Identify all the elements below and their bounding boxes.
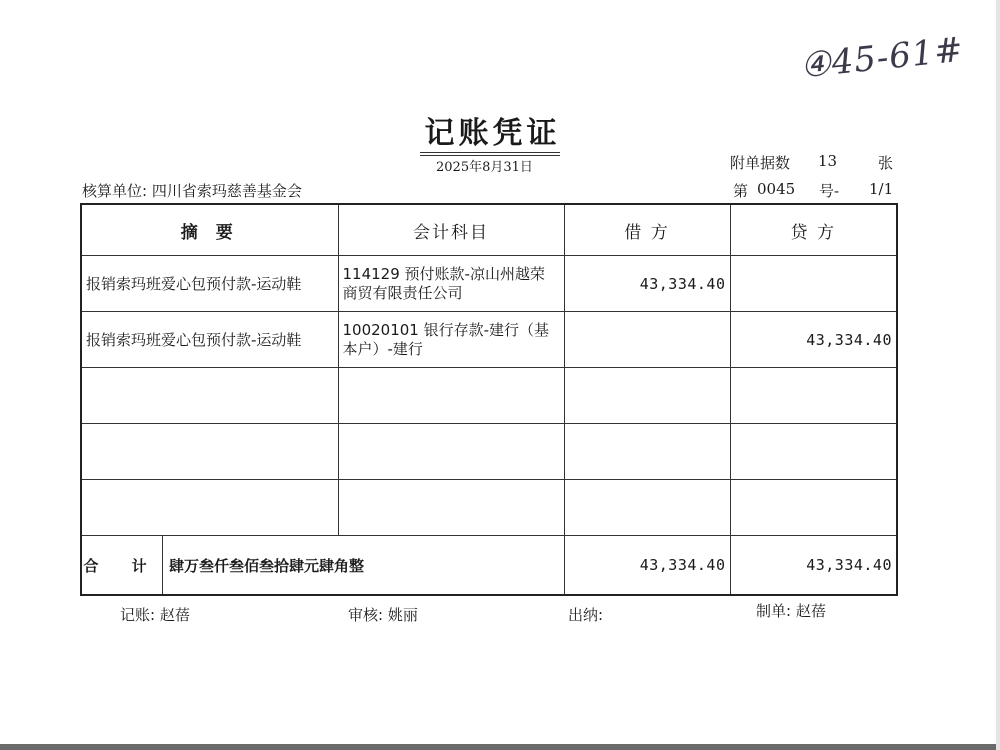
accounting-unit-name: 四川省索玛慈善基金会 xyxy=(151,182,302,200)
table-row xyxy=(81,424,897,480)
accounting-unit xyxy=(82,180,302,201)
entry-debit xyxy=(564,312,730,368)
voucher-number-suffix: 号- xyxy=(819,182,840,200)
voucher-table xyxy=(80,203,898,596)
total-credit: 43,334.40 xyxy=(730,536,897,596)
entry-account xyxy=(338,480,564,536)
voucher-number-value: 0045 xyxy=(757,180,796,198)
reviewer-signature: 审核: 姚丽 xyxy=(348,606,418,624)
entry-credit xyxy=(730,368,897,424)
voucher-date: 2025年8月31日 xyxy=(436,160,533,175)
header-summary: 摘 要 xyxy=(81,204,338,256)
attachment-number: 13 xyxy=(818,152,838,170)
entry-account: 114129 预付账款-凉山州越荣商贸有限责任公司 xyxy=(338,256,564,312)
entry-credit xyxy=(730,480,897,536)
entry-summary xyxy=(81,368,338,424)
scan-edge-bottom xyxy=(0,744,1000,750)
entry-credit: 43,334.40 xyxy=(730,312,897,368)
total-amount-words: 肆万叁仟叁佰叁拾肆元肆角整 xyxy=(169,556,365,575)
attachment-count xyxy=(730,152,894,173)
table-row xyxy=(81,368,897,424)
voucher-page-count: 1/1 xyxy=(869,180,894,198)
entry-credit xyxy=(730,424,897,480)
entry-summary xyxy=(81,480,338,536)
entry-debit xyxy=(564,480,730,536)
table-header-row xyxy=(81,204,897,256)
handwritten-note: ④45-61# xyxy=(798,29,966,87)
entry-debit xyxy=(564,424,730,480)
entry-debit xyxy=(564,368,730,424)
accounting-unit-label: 核算单位: xyxy=(82,182,148,200)
header-account: 会计科目 xyxy=(338,204,564,256)
cashier-signature: 出纳: xyxy=(568,606,604,624)
attachment-unit: 张 xyxy=(878,154,894,172)
bookkeeper-signature: 记账: 赵蓓 xyxy=(120,606,190,624)
attachment-label: 附单据数 xyxy=(730,154,791,172)
entry-summary: 报销索玛班爱心包预付款-运动鞋 xyxy=(81,256,338,312)
entry-account xyxy=(338,368,564,424)
entry-account: 10020101 银行存款-建行（基本户）-建行 xyxy=(338,312,564,368)
header-debit: 借 方 xyxy=(564,204,730,256)
voucher-title: 记账凭证 xyxy=(424,116,561,151)
table-row xyxy=(81,480,897,536)
table-row xyxy=(81,256,897,312)
total-label: 合 计 xyxy=(82,536,163,594)
entry-summary: 报销索玛班爱心包预付款-运动鞋 xyxy=(81,312,338,368)
entry-account xyxy=(338,424,564,480)
total-row xyxy=(81,536,897,596)
table-row xyxy=(81,312,897,368)
header-credit: 贷 方 xyxy=(730,204,897,256)
entry-credit xyxy=(730,256,897,312)
entry-summary xyxy=(81,424,338,480)
preparer-signature: 制单: 赵蓓 xyxy=(756,602,826,620)
voucher-number-prefix: 第 xyxy=(733,182,749,200)
total-debit: 43,334.40 xyxy=(564,536,730,596)
entry-debit: 43,334.40 xyxy=(564,256,730,312)
total-label-cell xyxy=(81,536,564,596)
scan-edge-right xyxy=(996,0,1000,750)
